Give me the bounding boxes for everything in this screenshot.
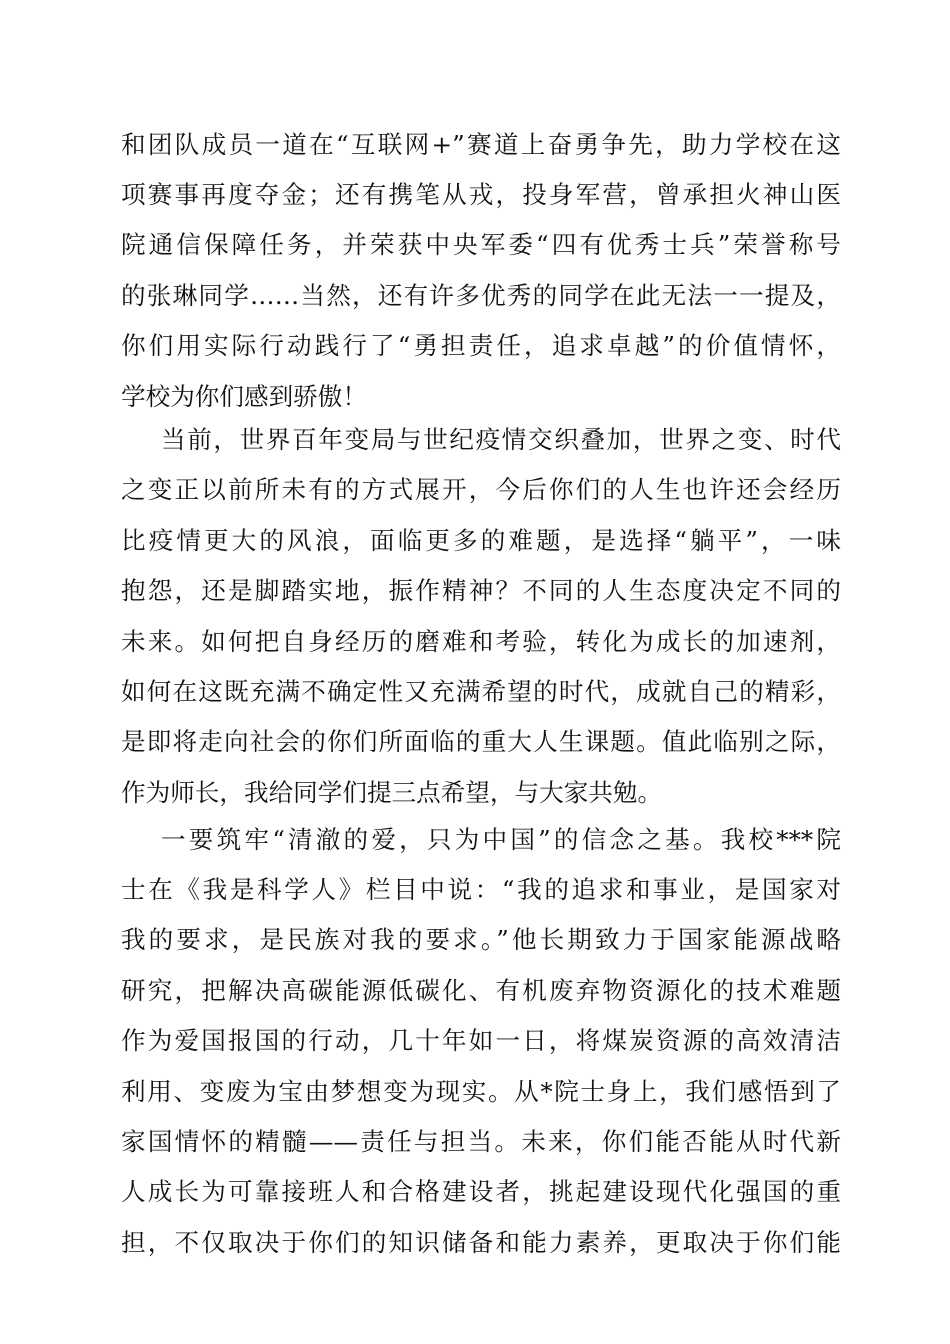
paragraph-first-line: 当前，世界百年变局与世纪疫情交织叠加，世界之变、时代 bbox=[161, 425, 841, 454]
text-line: 人成长为可靠接班人和合格建设者，挑起建设现代化强国的重 bbox=[121, 1177, 841, 1206]
text-line: 作为师长，我给同学们提三点希望，与大家共勉。 bbox=[121, 778, 663, 807]
text-line: 项赛事再度夺金；还有携笔从戎，投身军营，曾承担火神山医 bbox=[121, 180, 841, 209]
text-line: 作为爱国报国的行动，几十年如一日，将煤炭资源的高效清洁 bbox=[121, 1026, 841, 1055]
text-line: 我的要求，是民族对我的要求。”他长期致力于国家能源战略 bbox=[121, 925, 841, 954]
text-line: 比疫情更大的风浪，面临更多的难题，是选择“躺平”，一味 bbox=[121, 526, 841, 555]
text-line: 的张琳同学……当然，还有许多优秀的同学在此无法一一提及， bbox=[121, 281, 841, 310]
text-line: 是即将走向社会的你们所面临的重大人生课题。值此临别之际， bbox=[121, 727, 841, 756]
text-line: 未来。如何把自身经历的磨难和考验，转化为成长的加速剂， bbox=[121, 627, 841, 656]
text-line: 和团队成员一道在“互联网+”赛道上奋勇争先，助力学校在这 bbox=[121, 130, 841, 159]
text-line: 研究，把解决高碳能源低碳化、有机废弃物资源化的技术难题 bbox=[121, 976, 841, 1005]
text-line: 士在《我是科学人》栏目中说：“我的追求和事业，是国家对 bbox=[121, 875, 841, 904]
text-line: 学校为你们感到骄傲！ bbox=[121, 382, 367, 411]
text-line: 担，不仅取决于你们的知识储备和能力素养，更取决于你们能 bbox=[121, 1228, 841, 1257]
text-line: 如何在这既充满不确定性又充满希望的时代，成就自己的精彩， bbox=[121, 677, 841, 706]
text-line: 之变正以前所未有的方式展开，今后你们的人生也许还会经历 bbox=[121, 475, 841, 504]
text-line: 抱怨，还是脚踏实地，振作精神？不同的人生态度决定不同的 bbox=[121, 576, 841, 605]
text-line: 利用、变废为宝由梦想变为现实。从*院士身上，我们感悟到了 bbox=[121, 1077, 841, 1106]
text-line: 家国情怀的精髓——责任与担当。未来，你们能否能从时代新 bbox=[121, 1127, 841, 1156]
text-line: 院通信保障任务，并荣获中央军委“四有优秀士兵”荣誉称号 bbox=[121, 230, 841, 259]
text-line: 你们用实际行动践行了“勇担责任，追求卓越”的价值情怀， bbox=[121, 331, 841, 360]
paragraph-first-line: 一要筑牢“清澈的爱，只为中国”的信念之基。我校***院 bbox=[161, 825, 841, 854]
